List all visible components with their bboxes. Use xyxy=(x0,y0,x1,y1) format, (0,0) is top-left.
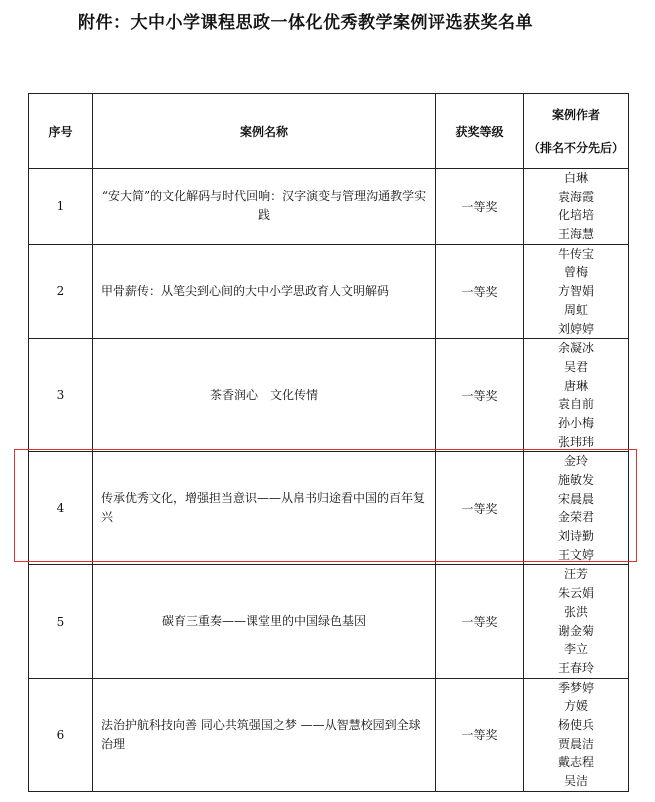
author-name: 方媛 xyxy=(563,699,588,714)
author-name: 宋晨晨 xyxy=(557,491,594,506)
author-name: 李立 xyxy=(563,642,588,657)
author-name: 刘婷婷 xyxy=(557,321,594,336)
row-seq: 3 xyxy=(29,339,93,452)
header-authors-title: 案例作者 xyxy=(551,108,600,122)
row-case-name: 碳育三重奏——课堂里的中国绿色基因 xyxy=(93,565,436,678)
author-name: 王海慧 xyxy=(557,227,594,242)
author-name: 孙小梅 xyxy=(557,415,594,430)
author-name: 方智娟 xyxy=(557,284,594,299)
author-name: 白琳 xyxy=(563,171,588,185)
author-name: 金玲 xyxy=(563,454,588,469)
author-name: 唐琳 xyxy=(563,378,588,393)
author-name: 施敏发 xyxy=(557,473,594,487)
author-name: 朱云娟 xyxy=(557,586,594,601)
header-authors xyxy=(524,94,629,169)
author-name: 周虹 xyxy=(563,302,588,317)
row-seq: 4 xyxy=(29,452,93,565)
author-name: 刘诗勤 xyxy=(557,529,594,544)
author-name: 余凝冰 xyxy=(557,341,594,356)
author-name: 曾梅 xyxy=(563,265,588,280)
header-seq: 序号 xyxy=(29,94,93,169)
author-name: 戴志程 xyxy=(557,755,594,770)
author-name: 贾晨洁 xyxy=(557,736,594,751)
author-name: 张洪 xyxy=(563,604,588,619)
row-authors xyxy=(524,565,629,678)
author-name: 王文婷 xyxy=(557,547,594,562)
header-award-level: 获奖等级 xyxy=(436,94,524,169)
author-name: 汪芳 xyxy=(563,567,588,582)
table-row xyxy=(29,339,629,452)
row-authors xyxy=(524,244,629,338)
table-row xyxy=(29,678,629,791)
row-authors xyxy=(524,169,629,245)
table-row xyxy=(29,244,629,338)
author-name: 牛传宝 xyxy=(557,246,594,261)
row-case-name: 茶香润心 文化传情 xyxy=(93,339,436,452)
author-name: 吴洁 xyxy=(563,774,588,788)
row-authors xyxy=(524,452,629,565)
author-name: 王春玲 xyxy=(557,660,594,675)
author-name: 谢金菊 xyxy=(557,623,594,638)
author-name: 袁自前 xyxy=(557,397,594,412)
author-name: 杨使兵 xyxy=(557,717,594,732)
author-name: 季梦婷 xyxy=(557,680,594,695)
row-award-level: 一等奖 xyxy=(436,565,524,678)
document-title: 附件：大中小学课程思政一体化优秀教学案例评选获奖名单 xyxy=(78,13,533,33)
row-seq: 5 xyxy=(29,565,93,678)
table-header-row xyxy=(29,94,629,169)
row-award-level: 一等奖 xyxy=(436,339,524,452)
row-award-level: 一等奖 xyxy=(436,244,524,338)
awards-table xyxy=(28,93,629,792)
author-name: 张玮玮 xyxy=(557,434,594,449)
table-row xyxy=(29,565,629,678)
author-name: 吴君 xyxy=(563,359,588,374)
header-authors-note: （排名不分先后） xyxy=(527,141,624,155)
row-authors xyxy=(524,678,629,791)
author-name: 金荣君 xyxy=(557,510,594,525)
row-case-name: 法治护航科技向善 同心共筑强国之梦 ——从智慧校园到全球治理 xyxy=(93,678,436,791)
row-award-level: 一等奖 xyxy=(436,452,524,565)
row-seq: 6 xyxy=(29,678,93,791)
header-case-name: 案例名称 xyxy=(93,94,436,169)
row-authors xyxy=(524,339,629,452)
author-name: 化培培 xyxy=(557,208,594,223)
table-row xyxy=(29,169,629,245)
row-case-name: “安大简”的文化解码与时代回响：汉字演变与管理沟通教学实践 xyxy=(93,169,436,245)
row-seq: 1 xyxy=(29,169,93,245)
table-row xyxy=(29,452,629,565)
author-name: 袁海霞 xyxy=(557,189,594,204)
row-case-name: 传承优秀文化，增强担当意识——从帛书归途看中国的百年复兴 xyxy=(93,452,436,565)
row-award-level: 一等奖 xyxy=(436,169,524,245)
row-case-name: 甲骨薪传：从笔尖到心间的大中小学思政育人文明解码 xyxy=(93,244,436,338)
row-seq: 2 xyxy=(29,244,93,338)
row-award-level: 一等奖 xyxy=(436,678,524,791)
